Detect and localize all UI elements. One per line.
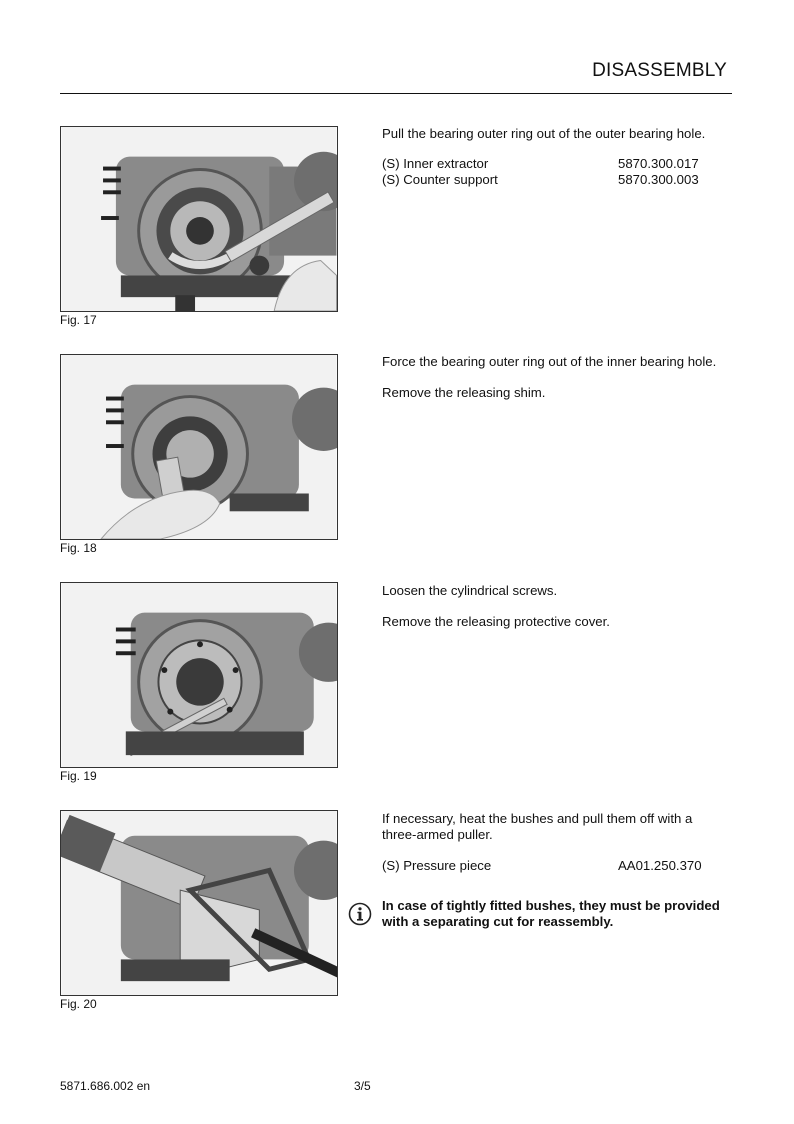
- figure-caption: Fig. 20: [60, 997, 97, 1011]
- instruction-text: Remove the releasing shim.: [382, 385, 546, 400]
- figure-20-photo: [60, 810, 338, 996]
- tool-row: [382, 156, 732, 172]
- page-title: DISASSEMBLY: [592, 60, 727, 81]
- tool-row: [382, 858, 732, 874]
- step-text: [382, 811, 732, 930]
- figure-caption: Fig. 19: [60, 769, 97, 783]
- note-text: In case of tightly fitted bushes, they must be provided: [382, 898, 720, 913]
- header-divider: [60, 93, 732, 94]
- step-text: [382, 354, 732, 401]
- instruction-text: If necessary, heat the bushes and pull them off with a: [382, 811, 693, 826]
- instruction-text: Force the bearing outer ring out of the inner bearing hole.: [382, 354, 717, 369]
- axle-cover-illustration: [61, 583, 337, 767]
- axle-bearing-illustration: [61, 355, 337, 539]
- document-number: 5871.686.002 en: [60, 1079, 151, 1093]
- tool-name: (S) Counter support: [382, 172, 498, 187]
- tool-name: (S) Pressure piece: [382, 858, 492, 873]
- axle-extractor-illustration: [61, 127, 337, 311]
- note-text: with a separating cut for reassembly.: [382, 914, 614, 929]
- step-text: [382, 583, 732, 630]
- instruction-text: three-armed puller.: [382, 827, 493, 842]
- tool-name: (S) Inner extractor: [382, 156, 489, 171]
- figure-caption: Fig. 18: [60, 541, 97, 555]
- tool-number: 5870.300.017: [618, 156, 699, 171]
- figure-18-photo: [60, 354, 338, 540]
- tool-row: [382, 172, 732, 188]
- step-text: [382, 126, 732, 188]
- info-icon: [348, 902, 372, 926]
- instruction-text: Pull the bearing outer ring out of the outer bearing hole.: [382, 126, 706, 141]
- figure-17-photo: [60, 126, 338, 312]
- figure-19-photo: [60, 582, 338, 768]
- axle-puller-illustration: [61, 811, 337, 995]
- figure-caption: Fig. 17: [60, 313, 97, 327]
- tool-number: AA01.250.370: [618, 858, 702, 873]
- tool-number: 5870.300.003: [618, 172, 699, 187]
- instruction-text: Remove the releasing protective cover.: [382, 614, 610, 629]
- page-number: 3/5: [354, 1079, 371, 1093]
- instruction-text: Loosen the cylindrical screws.: [382, 583, 558, 598]
